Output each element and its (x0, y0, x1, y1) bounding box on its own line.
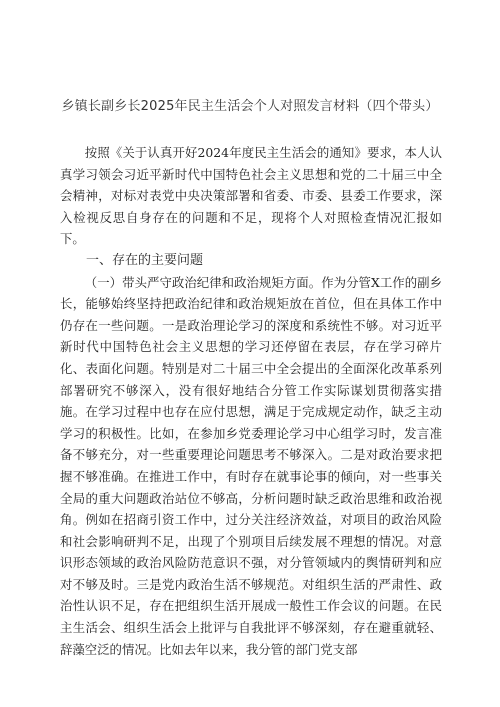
section-heading: 一、存在的主要问题 (86, 252, 204, 268)
document-body (60, 142, 442, 660)
document-title: 乡镇长副乡长2025年民主生活会个人对照发言材料（四个带头） (61, 99, 439, 114)
intro-paragraph: 按照《关于认真开好2024年度民主生活会的通知》要求，本人认真学习领会习近平新时代中国特色社会主义思想和党的二十届三中全会精神，对标对表党中央决策部署和省委、市委、县委工作要求，深入检视反思自身存在的问题和不足，现将个人对照检查情况汇报如下。 (60, 145, 442, 247)
section-paragraph: （一）带头严守政治纪律和政治规矩方面。作为分管X工作的副乡长，能够始终坚持把政治纪律和政治规矩放在首位，但在具体工作中仍存在一些问题。一是政治理论学习的深度和系统性不够。对习近平新时代中国特色社会主义思想的学习还停留在表层，存在学习碎片化、表面化问题。特别是对二十届三中全会提出的全面深化改革系列部署研究不够深入，没有很好地结合分管工作实际谋划贯彻落实措施。在学习过程中也存在应付思想，满足于完成规定动作，缺乏主动学习的积极性。比如，在参加乡党委理论学习中心组学习时，发言准备不够充分，对一些重要理论问题思考不够深入。二是对政治要求把握不够准确。在推进工作中，有时存在就事论事的倾向，对一些事关全局的重大问题政治站位不够高，分析问题时缺乏政治思维和政治视角。例如在招商引资工作中，过分关注经济效益，对项目的政治风险和社会影响研判不足，出现了个别项目后续发展不理想的情况。对意识形态领域的政治风险防范意识不强，对分管领域内的舆情研判和应对不够及时。三是党内政治生活不够规范。对组织生活的严肃性、政治性认识不足，存在把组织生活开展成一般性工作会议的问题。在民主生活会、组织生活会上批评与自我批评不够深刻，存在避重就轻、辞藻空泛的情况。比如去年以来，我分管的部门党支部 (60, 274, 442, 657)
